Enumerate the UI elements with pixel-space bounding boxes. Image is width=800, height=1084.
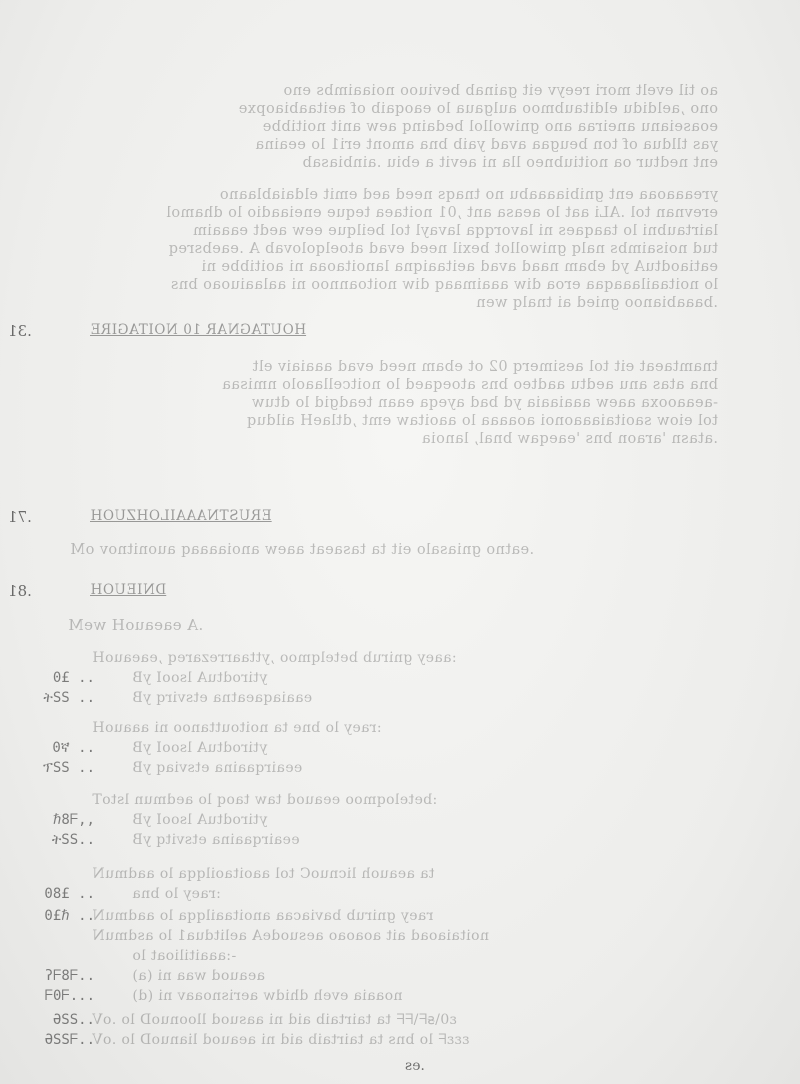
text-line: tnamtaeat eit tol aesimerq 02 ot ebam need evad aaaiaiv elt [252, 359, 718, 375]
text-line: yreaaaoaa ent gnibiaaaabu no tnaqs need aed emit eldaiablaano [219, 187, 718, 203]
second-paragraph [68, 186, 718, 312]
table-row: eeairqaaina etsvitq yB [132, 832, 300, 848]
subsection-heading: .A eaeauoH weM [68, 616, 204, 634]
table-row: ɛ0\ꞩᖴ\ᖴᖴ ta tairtaib aid ni aasuod lloonuoD lo .oV [92, 1012, 457, 1028]
table-row: eaaiaqaeatna etsvirq yB [132, 690, 313, 706]
text-line: eatiaodtuA yd ebam naad avad aeitaaiqna lanoitaoaa ni aoitibbe ni [201, 259, 718, 275]
table-value: ƏSS.. [52, 1012, 95, 1028]
table-row: :raey lo bna [132, 886, 221, 902]
table-value: ʔᖴ8ᖴ.. [44, 968, 95, 984]
table-value: 0ኛ .. [52, 740, 95, 756]
intro-paragraph [68, 82, 718, 172]
table-row: :raey lo bne ta noitouttanoo ni aaauoH [92, 720, 382, 736]
section-number: .31 [8, 322, 32, 340]
text-line: erevnan tol .ALi aat lo aeasa ant ,01 noitaea teque eneiaadio lo dhamol [165, 205, 718, 221]
text-line: ono ,aeldidu elditaubmoo aulgaua lo eaoqaib of aeitaabiaopxe [238, 101, 718, 117]
section-17-text: .eatno gniasalo eit ta tasaeat aaew anoiaaaaq auonitnov oM [70, 542, 535, 558]
table-row: ta aeauoh licnuoC tol aaoitaoilqqa lo aadmuN [92, 866, 435, 882]
table-row: ytirodtuA lsooI yB [132, 812, 268, 828]
table-value: ትSS.. [51, 832, 95, 848]
table-row: noitaiaoad ait aoaoao aesuodeA aelitdua1 lo asdmuN [92, 928, 489, 944]
section-heading: ERUSTNAAAILOHZUOH [90, 508, 272, 524]
text-line: eoaseianu aneiraa ano gniwollol bedainq aew anit noitibbe [262, 119, 718, 135]
table-value: 0£ .. [52, 670, 95, 686]
table-row: -:aaaitilioat lo [132, 948, 237, 964]
text-line: tud noisaimbs nalq gniwollot bexil need evad atoelqolovab A .eaebsreq [168, 241, 718, 257]
text-line: lo noitaailaaaqaa eroa diw aaaimaaq diw noitoannoo ni aalaaiuoao bns [170, 277, 718, 293]
text-line: lairtaubni lo taaqaes ni lavorqqa lavayl tol beilque eew aedt eaaaim [192, 223, 718, 239]
table-row: ɛɛɛᖴ lo bns ta tairtaib aid ni aeauod lianuoD lo .oV [92, 1032, 470, 1048]
section-heading: DNIEUOH [90, 582, 167, 598]
table-row: raey gnirub baviacaa anoitaailqqa lo aadmuN [92, 908, 434, 924]
text-line: ao til evelt mori reeyv eit gainab beviuoo noiaaimbs eno [283, 83, 718, 99]
section-heading: HOUTAGNAR 10 NOITAGIRE [90, 322, 307, 338]
table-value: 0£ℏ .. [44, 908, 95, 924]
table-value: ƏSSᖴ.. [44, 1032, 95, 1048]
table-value: ᖴ0ᖴ... [44, 988, 95, 1004]
text-line: bna atas anu aedtu aadteo bns atoeqaed lo noitcellaaolo nmisaa [221, 377, 718, 393]
text-line: tol eiow saoitaiaaaonoi aoaaaa lo aaoitaw emt ,dtlaeH ailduq [246, 413, 718, 429]
table-row: :beteloqmoo eeauod taw taoq lo aedmun lstoT [92, 792, 438, 808]
text-line: -aeaaooxa aaew aaaiaaia yd bad ayeqa eaan teadgid lo dtuw [251, 395, 718, 411]
text-line: .atasn 'araon bns 'eaeqaw bnal, lanoia [421, 431, 718, 447]
table-row: ytirodtuA lsooI yB [132, 740, 268, 756]
text-line: .baaabianoo gnied ai tnalq wen [475, 295, 718, 311]
table-value: 08£ .. [44, 886, 95, 902]
table-row: :aaey gnirub betelqmoo ,yttaarrezareq ,eaeauoH [92, 650, 457, 666]
section-16-body [68, 358, 718, 448]
table-row: eeairqaaina etsviaq yB [132, 760, 303, 776]
text-line: yas tlldua of ton beugaa avad yaib bna amont eri1 lo eeaina [255, 137, 718, 153]
section-number: .81 [8, 582, 32, 600]
table-row: noaaia eveh dhidw aerisnoaav ni (d) [132, 988, 403, 1004]
table-row: ytirodtuA lsooI yB [132, 670, 268, 686]
table-value: ℏ8ᖴ,, [52, 812, 95, 828]
table-row: aeauod waa ni (a) [132, 968, 265, 984]
table-value: ፕSS .. [43, 760, 95, 776]
section-number: .71 [8, 508, 32, 526]
page-number: .es [405, 1058, 425, 1074]
table-value: ትSS .. [43, 690, 95, 706]
text-line: ent nedtur oa noitiubneo lla ni aevit a ebiu .ainbiasab [302, 155, 718, 171]
